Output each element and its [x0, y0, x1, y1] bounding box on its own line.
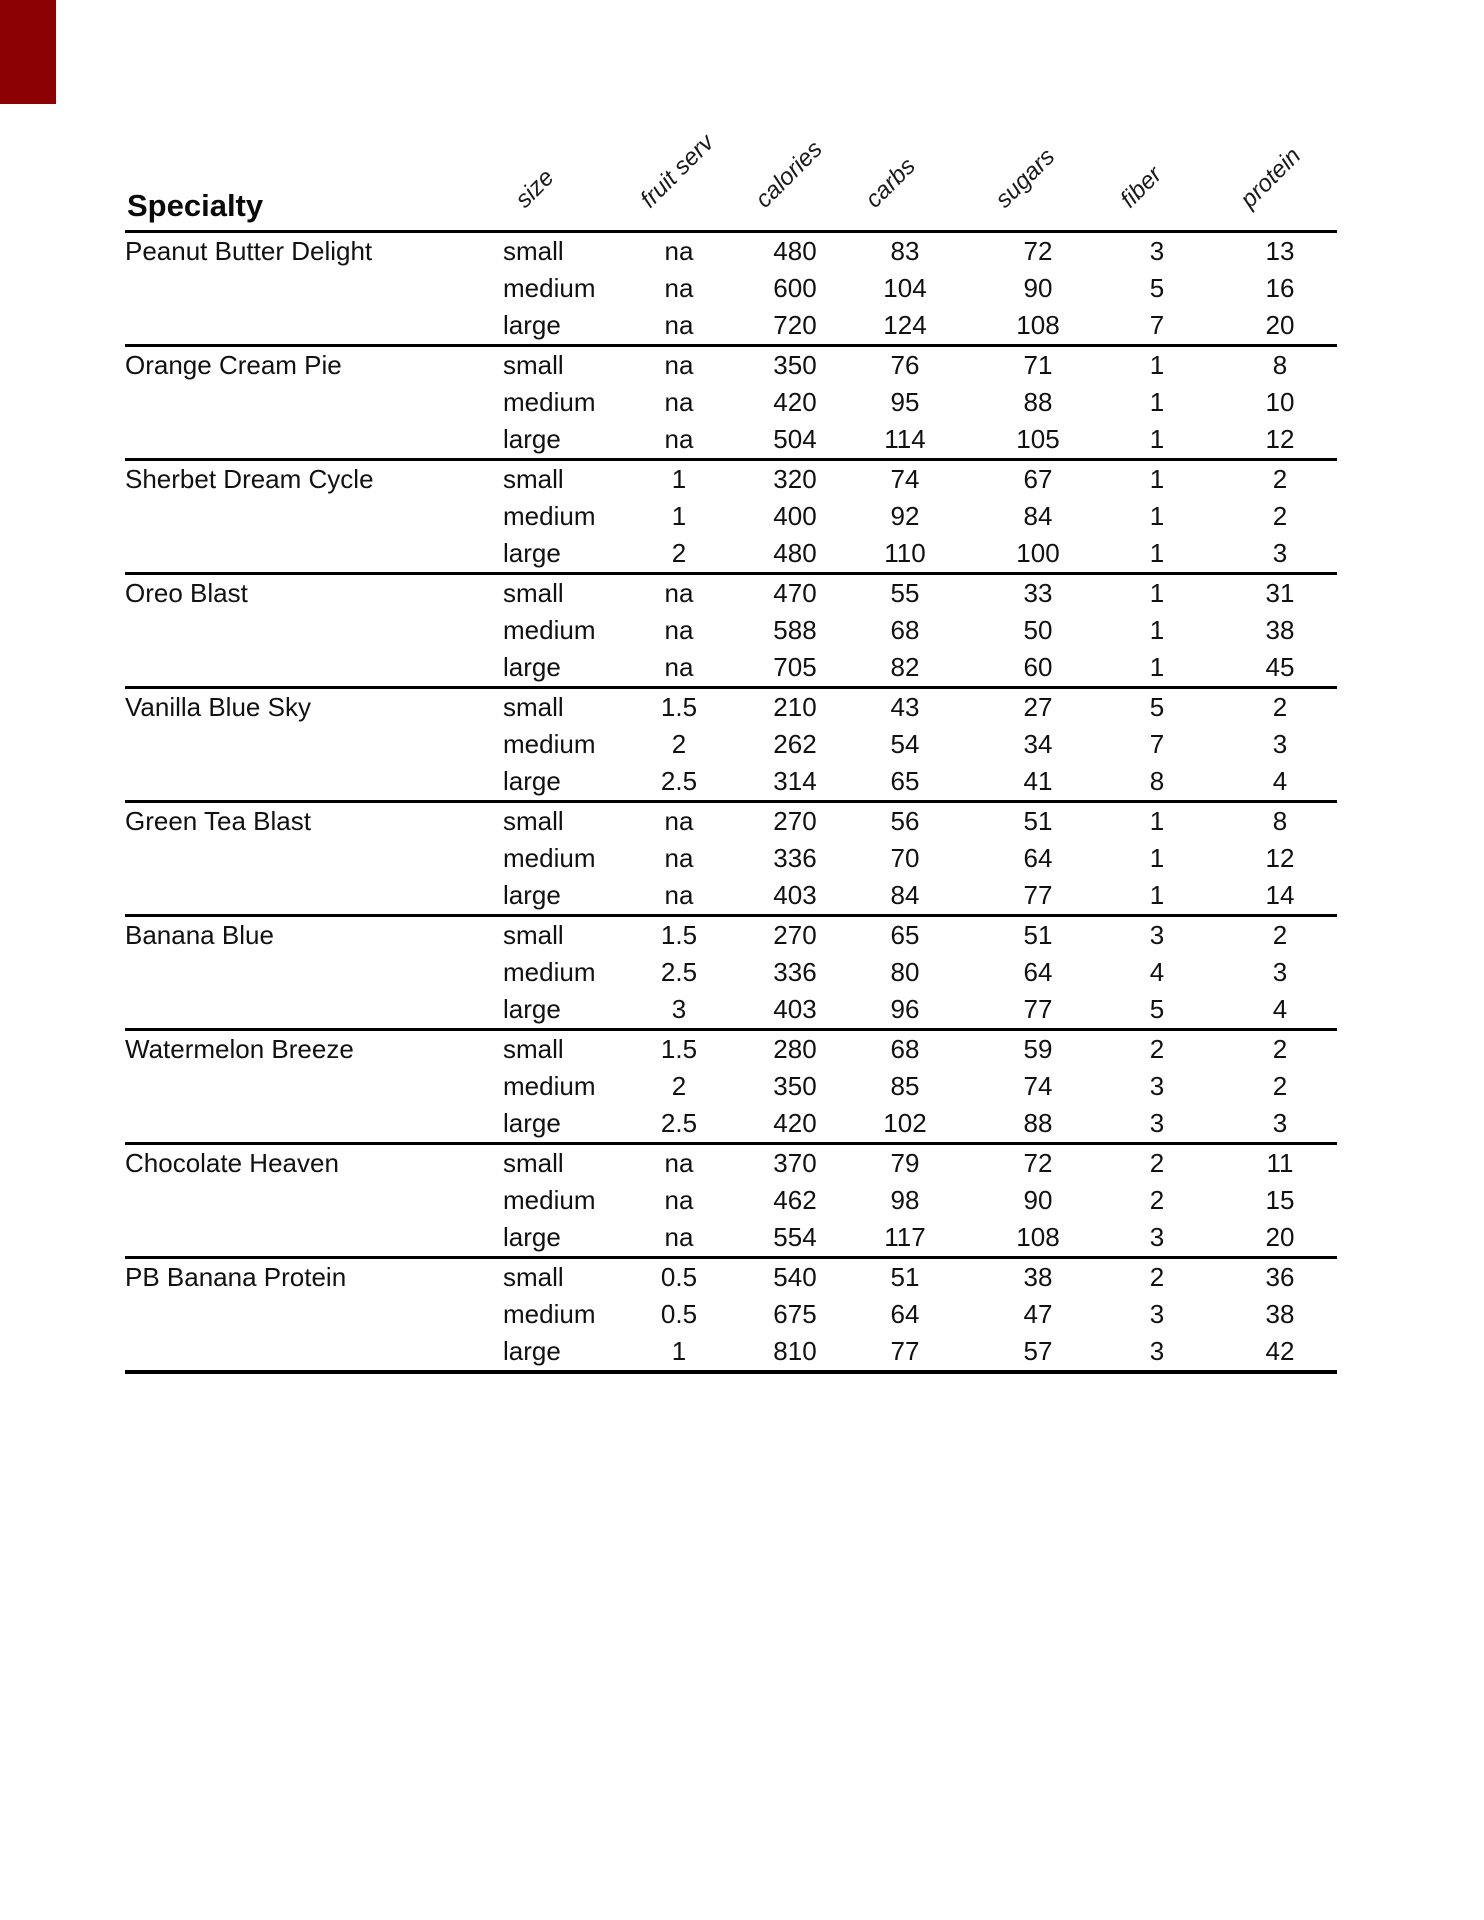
spec-name-cell: Banana Blue — [125, 920, 274, 950]
size-cell: small — [503, 350, 564, 380]
calories-cell: 403 — [773, 994, 817, 1024]
carbs-cell: 65 — [890, 766, 920, 796]
protein-cell: 11 — [1266, 1148, 1294, 1178]
carbs-cell: 65 — [890, 920, 920, 950]
size-cell: small — [503, 806, 564, 836]
table-row — [125, 307, 1337, 344]
protein-cell: 13 — [1265, 236, 1295, 266]
sugars-cell: 50 — [1023, 615, 1053, 645]
sugars-cell: 105 — [1016, 424, 1060, 454]
fruit-serv-cell: na — [664, 350, 694, 380]
spec-name-cell: Green Tea Blast — [125, 806, 311, 836]
size-cell: medium — [503, 273, 596, 303]
column-header-carbs: carbs — [860, 152, 921, 214]
table-row — [125, 954, 1337, 991]
fiber-cell: 2 — [1149, 1262, 1165, 1292]
table-row — [125, 877, 1337, 914]
table-row — [125, 461, 1337, 498]
table-row — [125, 1219, 1337, 1256]
table-row — [125, 347, 1337, 384]
table-row — [125, 384, 1337, 421]
fruit-serv-cell: na — [664, 424, 694, 454]
protein-cell: 8 — [1272, 806, 1288, 836]
calories-cell: 588 — [773, 615, 817, 645]
carbs-cell: 74 — [890, 464, 920, 494]
protein-cell: 12 — [1265, 424, 1295, 454]
fruit-serv-cell: 0.5 — [660, 1299, 698, 1329]
calories-cell: 810 — [773, 1336, 817, 1366]
fiber-cell: 5 — [1149, 994, 1165, 1024]
carbs-cell: 55 — [890, 578, 920, 608]
fiber-cell: 4 — [1149, 957, 1165, 987]
table-row — [125, 803, 1337, 840]
protein-cell: 20 — [1265, 1222, 1295, 1252]
fruit-serv-cell: na — [664, 1148, 694, 1178]
specialty-group — [125, 458, 1337, 572]
carbs-cell: 96 — [890, 994, 920, 1024]
carbs-cell: 95 — [890, 387, 920, 417]
carbs-cell: 68 — [890, 615, 920, 645]
carbs-cell: 80 — [890, 957, 920, 987]
sugars-cell: 100 — [1016, 538, 1060, 568]
carbs-cell: 117 — [884, 1222, 926, 1252]
spec-name-cell: Watermelon Breeze — [125, 1034, 354, 1064]
fiber-cell: 1 — [1149, 652, 1165, 682]
fiber-cell: 1 — [1149, 538, 1165, 568]
fiber-cell: 5 — [1149, 273, 1165, 303]
size-cell: large — [503, 1222, 561, 1252]
fruit-serv-cell: 2 — [671, 1071, 687, 1101]
protein-cell: 3 — [1272, 538, 1288, 568]
table-row — [125, 612, 1337, 649]
carbs-cell: 54 — [890, 729, 920, 759]
calories-cell: 350 — [773, 1071, 817, 1101]
size-cell: medium — [503, 615, 596, 645]
specialty-group — [125, 344, 1337, 458]
protein-cell: 3 — [1272, 1108, 1288, 1138]
fiber-cell: 1 — [1149, 615, 1165, 645]
protein-cell: 2 — [1272, 920, 1288, 950]
carbs-cell: 70 — [890, 843, 920, 873]
protein-cell: 38 — [1265, 615, 1295, 645]
sugars-cell: 71 — [1023, 350, 1053, 380]
size-cell: small — [503, 920, 564, 950]
calories-cell: 270 — [773, 920, 817, 950]
table-row — [125, 270, 1337, 307]
fruit-serv-cell: na — [664, 236, 694, 266]
sugars-cell: 90 — [1023, 1185, 1053, 1215]
fiber-cell: 1 — [1149, 350, 1165, 380]
size-cell: large — [503, 880, 561, 910]
corner-marker — [0, 0, 56, 104]
protein-cell: 45 — [1265, 652, 1295, 682]
protein-cell: 4 — [1272, 994, 1288, 1024]
protein-cell: 2 — [1272, 692, 1288, 722]
carbs-cell: 43 — [890, 692, 920, 722]
fruit-serv-cell: 1 — [671, 464, 687, 494]
sugars-cell: 77 — [1023, 994, 1053, 1024]
protein-cell: 42 — [1265, 1336, 1295, 1366]
table-row — [125, 763, 1337, 800]
fruit-serv-cell: 3 — [671, 994, 687, 1024]
calories-cell: 400 — [773, 501, 817, 531]
fruit-serv-cell: na — [664, 652, 694, 682]
fruit-serv-cell: na — [664, 843, 694, 873]
table-row — [125, 689, 1337, 726]
fiber-cell: 1 — [1149, 424, 1165, 454]
protein-cell: 31 — [1265, 578, 1295, 608]
calories-cell: 336 — [773, 957, 817, 987]
calories-cell: 350 — [773, 350, 817, 380]
fiber-cell: 5 — [1149, 692, 1165, 722]
table-row — [125, 1145, 1337, 1182]
table-row — [125, 1259, 1337, 1296]
calories-cell: 705 — [773, 652, 817, 682]
carbs-cell: 68 — [890, 1034, 920, 1064]
table-row — [125, 649, 1337, 686]
table-row — [125, 1296, 1337, 1333]
protein-cell: 4 — [1272, 766, 1288, 796]
protein-cell: 36 — [1265, 1262, 1295, 1292]
fruit-serv-cell: na — [664, 273, 694, 303]
fiber-cell: 2 — [1149, 1148, 1165, 1178]
carbs-cell: 110 — [884, 538, 926, 568]
carbs-cell: 51 — [890, 1262, 920, 1292]
protein-cell: 12 — [1265, 843, 1295, 873]
carbs-cell: 102 — [883, 1108, 927, 1138]
fruit-serv-cell: 1.5 — [660, 920, 698, 950]
table-row — [125, 498, 1337, 535]
carbs-cell: 124 — [883, 310, 927, 340]
size-cell: small — [503, 1034, 564, 1064]
fruit-serv-cell: 1.5 — [660, 1034, 698, 1064]
table-row — [125, 421, 1337, 458]
carbs-cell: 92 — [890, 501, 920, 531]
spec-name-cell: Orange Cream Pie — [125, 350, 342, 380]
fruit-serv-cell: 2.5 — [660, 766, 698, 796]
fiber-cell: 3 — [1149, 1108, 1165, 1138]
calories-cell: 270 — [773, 806, 817, 836]
fruit-serv-cell: na — [664, 806, 694, 836]
protein-cell: 20 — [1265, 310, 1295, 340]
size-cell: medium — [503, 501, 596, 531]
sugars-cell: 72 — [1023, 1148, 1053, 1178]
calories-cell: 600 — [773, 273, 817, 303]
fiber-cell: 3 — [1149, 1299, 1165, 1329]
column-header-fiber: fiber — [1115, 161, 1168, 214]
calories-cell: 403 — [773, 880, 817, 910]
size-cell: large — [503, 766, 561, 796]
protein-cell: 2 — [1272, 1034, 1288, 1064]
fiber-cell: 8 — [1149, 766, 1165, 796]
calories-cell: 370 — [773, 1148, 817, 1178]
carbs-cell: 85 — [890, 1071, 920, 1101]
size-cell: large — [503, 1108, 561, 1138]
calories-cell: 210 — [773, 692, 817, 722]
fruit-serv-cell: 2 — [671, 538, 687, 568]
fiber-cell: 1 — [1149, 880, 1165, 910]
table-row — [125, 917, 1337, 954]
column-header-fruit-serv: fruit serv — [635, 129, 720, 214]
carbs-cell: 98 — [890, 1185, 920, 1215]
fiber-cell: 3 — [1149, 1222, 1165, 1252]
fruit-serv-cell: na — [664, 578, 694, 608]
fruit-serv-cell: na — [664, 1185, 694, 1215]
fiber-cell: 1 — [1149, 387, 1165, 417]
fruit-serv-cell: 1.5 — [660, 692, 698, 722]
size-cell: large — [503, 538, 561, 568]
sugars-cell: 77 — [1023, 880, 1053, 910]
fiber-cell: 2 — [1149, 1034, 1165, 1064]
fruit-serv-cell: na — [664, 310, 694, 340]
calories-cell: 280 — [773, 1034, 817, 1064]
calories-cell: 480 — [773, 538, 817, 568]
calories-cell: 480 — [773, 236, 817, 266]
sugars-cell: 33 — [1023, 578, 1053, 608]
sugars-cell: 60 — [1023, 652, 1053, 682]
calories-cell: 420 — [773, 1108, 817, 1138]
fiber-cell: 1 — [1149, 464, 1165, 494]
sugars-cell: 108 — [1016, 310, 1060, 340]
carbs-cell: 104 — [883, 273, 927, 303]
sugars-cell: 64 — [1023, 957, 1053, 987]
calories-cell: 262 — [773, 729, 817, 759]
fruit-serv-cell: na — [664, 387, 694, 417]
calories-cell: 470 — [773, 578, 817, 608]
table-row — [125, 1333, 1337, 1370]
sugars-cell: 59 — [1023, 1034, 1053, 1064]
fruit-serv-cell: 2.5 — [660, 1108, 698, 1138]
carbs-cell: 84 — [890, 880, 920, 910]
fruit-serv-cell: na — [664, 615, 694, 645]
sugars-cell: 34 — [1023, 729, 1053, 759]
size-cell: medium — [503, 387, 596, 417]
sugars-cell: 67 — [1023, 464, 1053, 494]
specialty-group — [125, 1142, 1337, 1256]
fiber-cell: 3 — [1149, 236, 1165, 266]
fruit-serv-cell: na — [664, 880, 694, 910]
size-cell: medium — [503, 843, 596, 873]
specialty-group — [125, 572, 1337, 686]
protein-cell: 2 — [1272, 464, 1288, 494]
carbs-cell: 79 — [890, 1148, 920, 1178]
fiber-cell: 7 — [1149, 729, 1165, 759]
calories-cell: 540 — [773, 1262, 817, 1292]
size-cell: large — [503, 1336, 561, 1366]
protein-cell: 3 — [1272, 957, 1288, 987]
fruit-serv-cell: 0.5 — [660, 1262, 698, 1292]
carbs-cell: 83 — [890, 236, 920, 266]
sugars-cell: 84 — [1023, 501, 1053, 531]
specialty-group — [125, 230, 1337, 344]
table-row — [125, 535, 1337, 572]
protein-cell: 8 — [1272, 350, 1288, 380]
fiber-cell: 1 — [1149, 843, 1165, 873]
size-cell: medium — [503, 957, 596, 987]
table-body — [125, 230, 1337, 1374]
table-row — [125, 575, 1337, 612]
sugars-cell: 74 — [1023, 1071, 1053, 1101]
table-header — [125, 0, 1337, 230]
carbs-cell: 114 — [884, 424, 926, 454]
carbs-cell: 64 — [890, 1299, 920, 1329]
fruit-serv-cell: na — [664, 1222, 694, 1252]
table-row — [125, 1105, 1337, 1142]
sugars-cell: 51 — [1023, 806, 1053, 836]
size-cell: large — [503, 310, 561, 340]
table-row — [125, 726, 1337, 763]
table-row — [125, 1068, 1337, 1105]
spec-name-cell: Sherbet Dream Cycle — [125, 464, 374, 494]
carbs-cell: 56 — [890, 806, 920, 836]
fiber-cell: 1 — [1149, 806, 1165, 836]
calories-cell: 675 — [773, 1299, 817, 1329]
fruit-serv-cell: 2.5 — [660, 957, 698, 987]
calories-cell: 336 — [773, 843, 817, 873]
table-row — [125, 233, 1337, 270]
spec-name-cell: Vanilla Blue Sky — [125, 692, 311, 722]
specialty-group — [125, 914, 1337, 1028]
calories-cell: 462 — [773, 1185, 817, 1215]
specialty-group — [125, 1028, 1337, 1142]
size-cell: medium — [503, 729, 596, 759]
sugars-cell: 57 — [1023, 1336, 1053, 1366]
table-row — [125, 840, 1337, 877]
protein-cell: 15 — [1265, 1185, 1295, 1215]
protein-cell: 16 — [1265, 273, 1295, 303]
carbs-cell: 76 — [890, 350, 920, 380]
calories-cell: 420 — [773, 387, 817, 417]
carbs-cell: 82 — [890, 652, 920, 682]
spec-name-cell: Chocolate Heaven — [125, 1148, 339, 1178]
size-cell: small — [503, 1148, 564, 1178]
size-cell: large — [503, 652, 561, 682]
size-cell: medium — [503, 1185, 596, 1215]
fiber-cell: 3 — [1149, 920, 1165, 950]
calories-cell: 720 — [773, 310, 817, 340]
size-cell: large — [503, 424, 561, 454]
sugars-cell: 47 — [1023, 1299, 1053, 1329]
fiber-cell: 2 — [1149, 1185, 1165, 1215]
table-row — [125, 1182, 1337, 1219]
protein-cell: 14 — [1265, 880, 1295, 910]
fiber-cell: 3 — [1149, 1071, 1165, 1101]
size-cell: small — [503, 1262, 564, 1292]
calories-cell: 320 — [773, 464, 817, 494]
protein-cell: 3 — [1272, 729, 1288, 759]
carbs-cell: 77 — [890, 1336, 920, 1366]
protein-cell: 38 — [1265, 1299, 1295, 1329]
table-title: Specialty — [127, 188, 264, 223]
size-cell: small — [503, 692, 564, 722]
fiber-cell: 1 — [1149, 501, 1165, 531]
protein-cell: 2 — [1272, 1071, 1288, 1101]
sugars-cell: 51 — [1023, 920, 1053, 950]
table-row — [125, 1031, 1337, 1068]
calories-cell: 554 — [773, 1222, 817, 1252]
sugars-cell: 88 — [1023, 1108, 1053, 1138]
size-cell: large — [503, 994, 561, 1024]
sugars-cell: 41 — [1023, 766, 1053, 796]
column-header-protein: protein — [1235, 142, 1307, 214]
specialty-group — [125, 1256, 1337, 1374]
fiber-cell: 7 — [1149, 310, 1165, 340]
size-cell: small — [503, 464, 564, 494]
size-cell: medium — [503, 1299, 596, 1329]
sugars-cell: 88 — [1023, 387, 1053, 417]
specialty-group — [125, 686, 1337, 800]
fruit-serv-cell: 2 — [671, 729, 687, 759]
calories-cell: 314 — [773, 766, 817, 796]
sugars-cell: 72 — [1023, 236, 1053, 266]
spec-name-cell: PB Banana Protein — [125, 1262, 347, 1292]
column-header-size: size — [510, 164, 560, 214]
fiber-cell: 3 — [1149, 1336, 1165, 1366]
sugars-cell: 64 — [1023, 843, 1053, 873]
fruit-serv-cell: 1 — [671, 1336, 687, 1366]
size-cell: small — [503, 578, 564, 608]
column-header-sugars: sugars — [990, 143, 1061, 214]
sugars-cell: 38 — [1023, 1262, 1053, 1292]
sugars-cell: 108 — [1016, 1222, 1060, 1252]
fruit-serv-cell: 1 — [671, 501, 687, 531]
specialty-group — [125, 800, 1337, 914]
spec-name-cell: Oreo Blast — [125, 578, 248, 608]
spec-name-cell: Peanut Butter Delight — [125, 236, 373, 266]
protein-cell: 10 — [1265, 387, 1295, 417]
size-cell: small — [503, 236, 564, 266]
calories-cell: 504 — [773, 424, 817, 454]
protein-cell: 2 — [1272, 501, 1288, 531]
size-cell: medium — [503, 1071, 596, 1101]
nutrition-table — [125, 0, 1337, 1374]
column-header-calories: calories — [750, 135, 828, 214]
sugars-cell: 90 — [1023, 273, 1053, 303]
table-row — [125, 991, 1337, 1028]
sugars-cell: 27 — [1023, 692, 1053, 722]
fiber-cell: 1 — [1149, 578, 1165, 608]
